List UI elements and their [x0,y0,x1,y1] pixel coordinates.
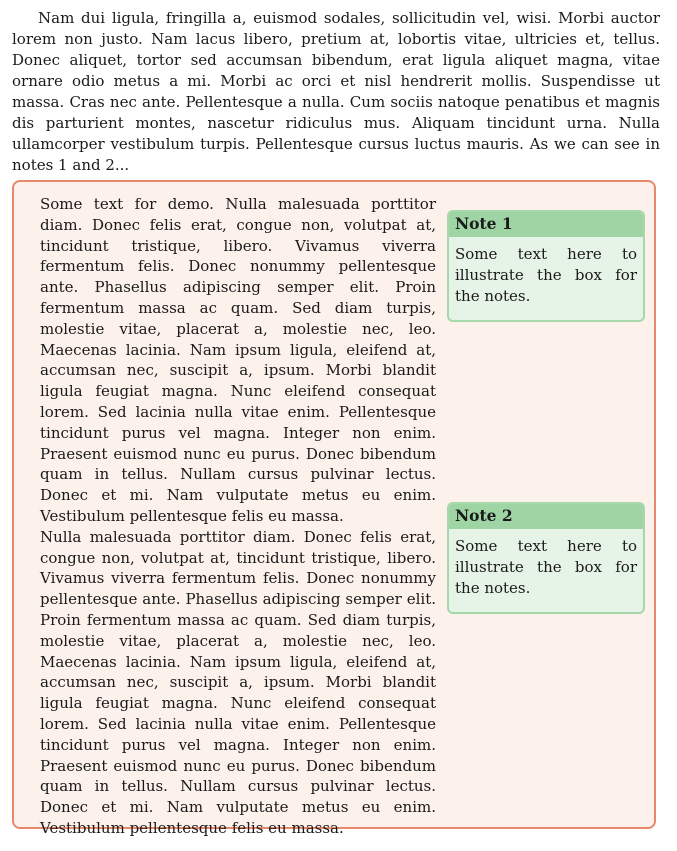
note-2-body: Some text here to illustrate the box for the notes. [455,537,637,597]
box-paragraph-2: Nulla malesuada porttitor diam. Donec felis erat, congue non, volutpat at, tincidunt tristique, libero. Vivamus viverra fermentum felis. Donec nonummy pellentesque ante. Phasellus adipiscing semper elit. Proin fermentum massa ac quam. Sed diam turpis, molestie vitae, placerat a, molestie nec, leo. Maecenas lacinia. Nam ipsum ligula, eleifend at, accumsan nec, suscipit a, ipsum. Morbi blandit ligula feugiat magna. Nunc eleifend consequat lorem. Sed lacinia nulla vitae enim. Pellentesque tincidunt purus vel magna. Integer non enim. Praesent euismod nunc eu purus. Donec bibendum quam in tellus. Nullam cursus pulvinar lectus. Donec et mi. Nam vulputate metus eu enim. Vestibulum pellentesque felis eu massa. [40,527,436,837]
note-1-title: Note 1 [449,212,643,237]
intro-paragraph: Nam dui ligula, fringilla a, euismod sodales, sollicitudin vel, wisi. Morbi auctor lorem non justo. Nam lacus libero, pretium at, lobortis vitae, ultricies et, tellus. Donec aliquet, tortor sed accumsan bibendum, erat ligula aliquet magna, vitae ornare odio metus a mi. Morbi ac orci et nisl hendrerit mollis. Suspendisse ut massa. Cras nec ante. Pellentesque a nulla. Cum sociis natoque penatibus et magnis dis parturient montes, nascetur ridiculus mus. Aliquam tincidunt urna. Nulla ullamcorper vestibulum turpis. Pellentesque cursus luctus mauris. As we can see in notes 1 and 2... [12,9,660,174]
box-main-text [40,194,436,839]
note-2-box [447,502,645,614]
note-2-title: Note 2 [449,504,643,529]
note-1-box [447,210,645,322]
box-paragraph-1: Some text for demo. Nulla malesuada porttitor diam. Donec felis erat, congue non, volutpat at, tincidunt tristique, libero. Vivamus viverra fermentum felis. Donec nonummy pellentesque ante. Phasellus adipiscing semper elit. Proin fermentum massa ac quam. Sed diam turpis, molestie vitae, placerat a, molestie nec, leo. Maecenas lacinia. Nam ipsum ligula, eleifend at, accumsan nec, suscipit a, ipsum. Morbi blandit ligula feugiat magna. Nunc eleifend consequat lorem. Sed lacinia nulla vitae enim. Pellentesque tincidunt purus vel magna. Integer non enim. Praesent euismod nunc eu purus. Donec bibendum quam in tellus. Nullam cursus pulvinar lectus. Donec et mi. Nam vulputate metus eu enim. Vestibulum pellentesque felis eu massa. [40,195,436,525]
demo-box [12,180,656,837]
note-1-body: Some text here to illustrate the box for the notes. [455,245,637,305]
intro-text [12,8,660,176]
